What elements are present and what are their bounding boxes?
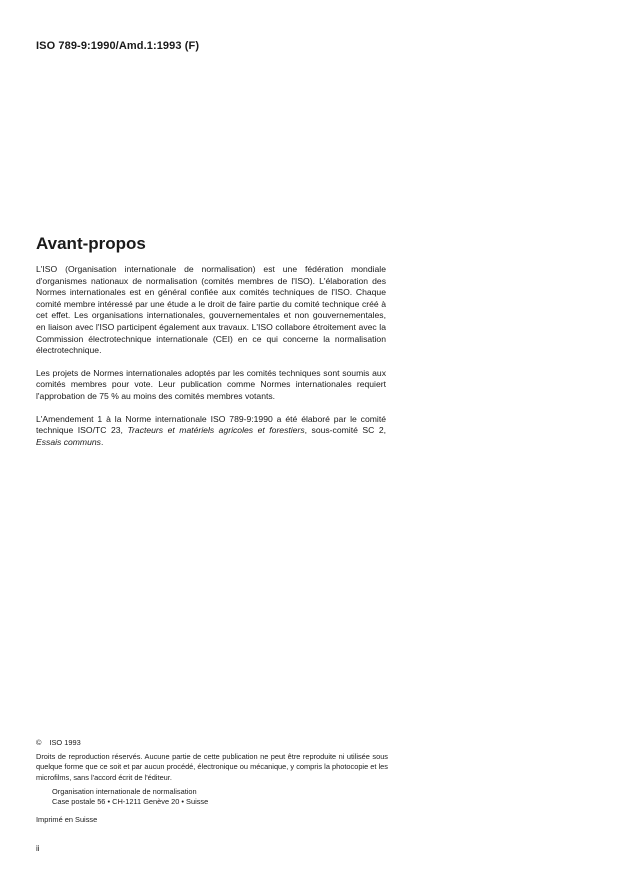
foreword-paragraph-1: L'ISO (Organisation internationale de normalisation) est une fédération mondiale d'organismes nationaux de normalisation (comités membres de l'ISO). L'élaboration des Normes internationales est en général confiée aux comités techniques de l'ISO. Chaque comité membre intéressé par une étude a le droit de faire partie du comité technique créé à cet effet. Les organisations internationales, gouvernementales et non gouvernementales, en liaison avec l'ISO participent également aux travaux. L'ISO collabore étroitement avec la Commission électrotechnique internationale (CEI) en ce qui concerne la normalisation électrotechnique. <box>36 264 386 356</box>
document-reference: ISO 789-9:1990/Amd.1:1993 (F) <box>36 40 200 52</box>
para3-text-end: . <box>100 436 104 447</box>
copyright-text: ISO 1993 <box>49 738 81 747</box>
publisher-block <box>52 787 388 807</box>
foreword-body <box>36 264 386 459</box>
printed-in: Imprimé en Suisse <box>36 815 98 825</box>
para3-text-middle: , sous-comité SC 2, <box>304 425 387 436</box>
foreword-paragraph-2: Les projets de Normes internationales adoptés par les comités techniques sont soumis aux comités membres pour vote. Leur publication comme Normes internationales requiert l'approbation de 75 % au moins des comités membres votants. <box>36 367 386 401</box>
sc-title: Essais communs <box>36 436 101 447</box>
publisher-address: Case postale 56 • CH-1211 Genève 20 • Suisse <box>52 797 209 807</box>
foreword-heading: Avant-propos <box>36 234 146 253</box>
copyright-line <box>36 738 388 748</box>
copyright-symbol: © <box>36 738 42 747</box>
copyright-footer <box>36 738 388 825</box>
tc-title: Tracteurs et matériels agricoles et forestiers <box>127 425 305 436</box>
para3-text-start: L'Amendement 1 à la Norme internationale ISO 789-9:1990 a été élaboré par le comité technique ISO/TC 23, <box>36 413 386 436</box>
foreword-paragraph-3 <box>36 414 386 449</box>
page-number: ii <box>36 844 40 853</box>
publisher-name: Organisation internationale de normalisation <box>52 786 197 796</box>
rights-notice: Droits de reproduction réservés. Aucune partie de cette publication ne peut être reproduite ni utilisée sous quelque forme que ce soit et par aucun procédé, électronique ou mécanique, y compris la photocopie et les microfilms, sans l'accord écrit de l'éditeur. <box>36 752 388 782</box>
